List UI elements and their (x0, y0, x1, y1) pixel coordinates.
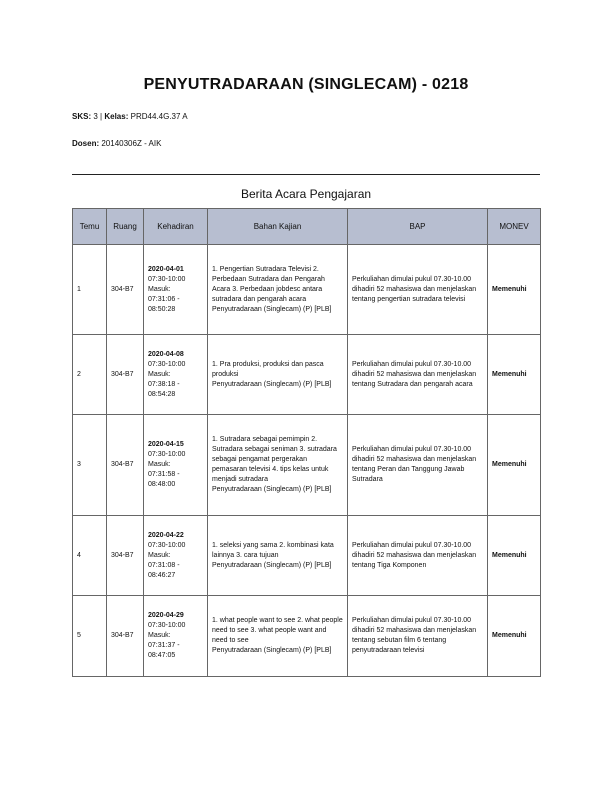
cell-temu: 2 (73, 335, 107, 415)
dosen-label: Dosen: (72, 139, 100, 148)
table-row (73, 335, 541, 415)
kelas-label: Kelas: (104, 112, 129, 121)
cell-kehadiran (144, 245, 208, 335)
cell-bahan-kajian: 1. Pengertian Sutradara Televisi 2. Perbedaan Sutradara dan Pengarah Acara 3. Perbedaan jobdesc antara sutradara dan pengarah acara Penyutradaraan (Singlecam) (P) [PLB] (208, 245, 348, 335)
cell-bap: Perkuliahan dimulai pukul 07.30-10.00 dihadiri 52 mahasiswa dan menjelaskan tentang Peran dan Tanggung Jawab Sutradara (348, 415, 488, 516)
page-title: PENYUTRADARAAN (SINGLECAM) - 0218 (143, 76, 469, 93)
cell-bahan-kajian: 1. seleksi yang sama 2. kombinasi kata lainnya 3. cara tujuan Penyutradaraan (Singlecam) (P) [PLB] (208, 516, 348, 596)
cell-monev: Memenuhi (488, 516, 541, 596)
table-row (73, 516, 541, 596)
teaching-log-table (72, 208, 541, 677)
attendance-slot: 07:30-10:00 (148, 541, 186, 549)
cell-kehadiran (144, 415, 208, 516)
cell-kehadiran (144, 516, 208, 596)
kelas-value: PRD44.4G.37 A (130, 112, 188, 121)
lecturer-meta (72, 139, 161, 148)
cell-ruang: 304-B7 (107, 516, 144, 596)
cell-bap: Perkuliahan dimulai pukul 07.30-10.00 dihadiri 52 mahasiswa dan menjelaskan tentang pengertian sutradara televisi (348, 245, 488, 335)
attendance-out: 08:48:00 (148, 481, 176, 488)
attendance-out: 08:54:28 (148, 390, 176, 398)
cell-kehadiran (144, 335, 208, 415)
cell-temu: 4 (73, 516, 107, 596)
header-kehadiran: Kehadiran (144, 209, 208, 245)
cell-temu: 1 (73, 245, 107, 335)
attendance-in: 07:31:06 - (148, 295, 180, 303)
attendance-masuk-label: Masuk: (148, 461, 171, 468)
sks-label: SKS: (72, 112, 92, 121)
header-bap: BAP (348, 209, 488, 245)
cell-monev: Memenuhi (488, 245, 541, 335)
cell-monev: Memenuhi (488, 415, 541, 516)
cell-kehadiran (144, 596, 208, 677)
attendance-out: 08:46:27 (148, 571, 176, 579)
cell-bahan-kajian: 1. Sutradara sebagai pemimpin 2. Sutradara sebagai seniman 3. sutradara sebagai pengamat pergerakan pemasaran televisi 4. tips kelas untuk menjadi sutradara Penyutradaraan (Singlecam) (P) [PLB] (208, 415, 348, 516)
attendance-slot: 07:30-10:00 (148, 622, 186, 629)
cell-bap: Perkuliahan dimulai pukul 07.30-10.00 dihadiri 52 mahasiswa dan menjelaskan tentang sebutan film 6 tentang penyutradaraan televisi (348, 596, 488, 677)
attendance-date: 2020-04-15 (148, 441, 184, 448)
cell-ruang: 304-B7 (107, 335, 144, 415)
table-header-row (73, 209, 541, 245)
cell-bahan-kajian: 1. Pra produksi, produksi dan pasca produksi Penyutradaraan (Singlecam) (P) [PLB] (208, 335, 348, 415)
cell-monev: Memenuhi (488, 335, 541, 415)
cell-ruang: 304-B7 (107, 596, 144, 677)
cell-bap: Perkuliahan dimulai pukul 07.30-10.00 dihadiri 52 mahasiswa dan menjelaskan tentang Sutradara dan pengarah acara (348, 335, 488, 415)
attendance-date: 2020-04-08 (148, 350, 184, 358)
sks-value: 3 (93, 112, 98, 121)
cell-bahan-kajian: 1. what people want to see 2. what people need to see 3. what people want and need to see Penyutradaraan (Singlecam) (P) [PLB] (208, 596, 348, 677)
attendance-in: 07:31:58 - (148, 471, 180, 478)
attendance-date: 2020-04-22 (148, 531, 184, 539)
attendance-masuk-label: Masuk: (148, 632, 171, 639)
attendance-out: 08:50:28 (148, 305, 176, 313)
attendance-masuk-label: Masuk: (148, 551, 171, 559)
cell-ruang: 304-B7 (107, 245, 144, 335)
table-row (73, 245, 541, 335)
table-row (73, 596, 541, 677)
cell-temu: 3 (73, 415, 107, 516)
header-divider (72, 174, 540, 175)
attendance-out: 08:47:05 (148, 652, 176, 659)
section-title: Berita Acara Pengajaran (240, 187, 372, 201)
attendance-slot: 07:30-10:00 (148, 451, 186, 458)
attendance-date: 2020-04-01 (148, 265, 184, 273)
attendance-slot: 07:30-10:00 (148, 360, 186, 368)
meta-separator: | (100, 112, 103, 121)
header-ruang: Ruang (107, 209, 144, 245)
attendance-date: 2020-04-29 (148, 612, 184, 619)
header-monev: MONEV (488, 209, 541, 245)
attendance-masuk-label: Masuk: (148, 370, 171, 378)
table-row (73, 415, 541, 516)
attendance-masuk-label: Masuk: (148, 285, 171, 293)
header-temu: Temu (73, 209, 107, 245)
attendance-in: 07:38:18 - (148, 380, 180, 388)
course-meta (72, 112, 188, 121)
dosen-value: 20140306Z - AIK (101, 139, 162, 148)
header-bahan-kajian: Bahan Kajian (208, 209, 348, 245)
cell-monev: Memenuhi (488, 596, 541, 677)
cell-ruang: 304-B7 (107, 415, 144, 516)
cell-temu: 5 (73, 596, 107, 677)
cell-bap: Perkuliahan dimulai pukul 07.30-10.00 dihadiri 52 mahasiswa dan menjelaskan tentang Tiga Komponen (348, 516, 488, 596)
attendance-slot: 07:30-10:00 (148, 275, 186, 283)
attendance-in: 07:31:08 - (148, 561, 180, 569)
attendance-in: 07:31:37 - (148, 642, 180, 649)
